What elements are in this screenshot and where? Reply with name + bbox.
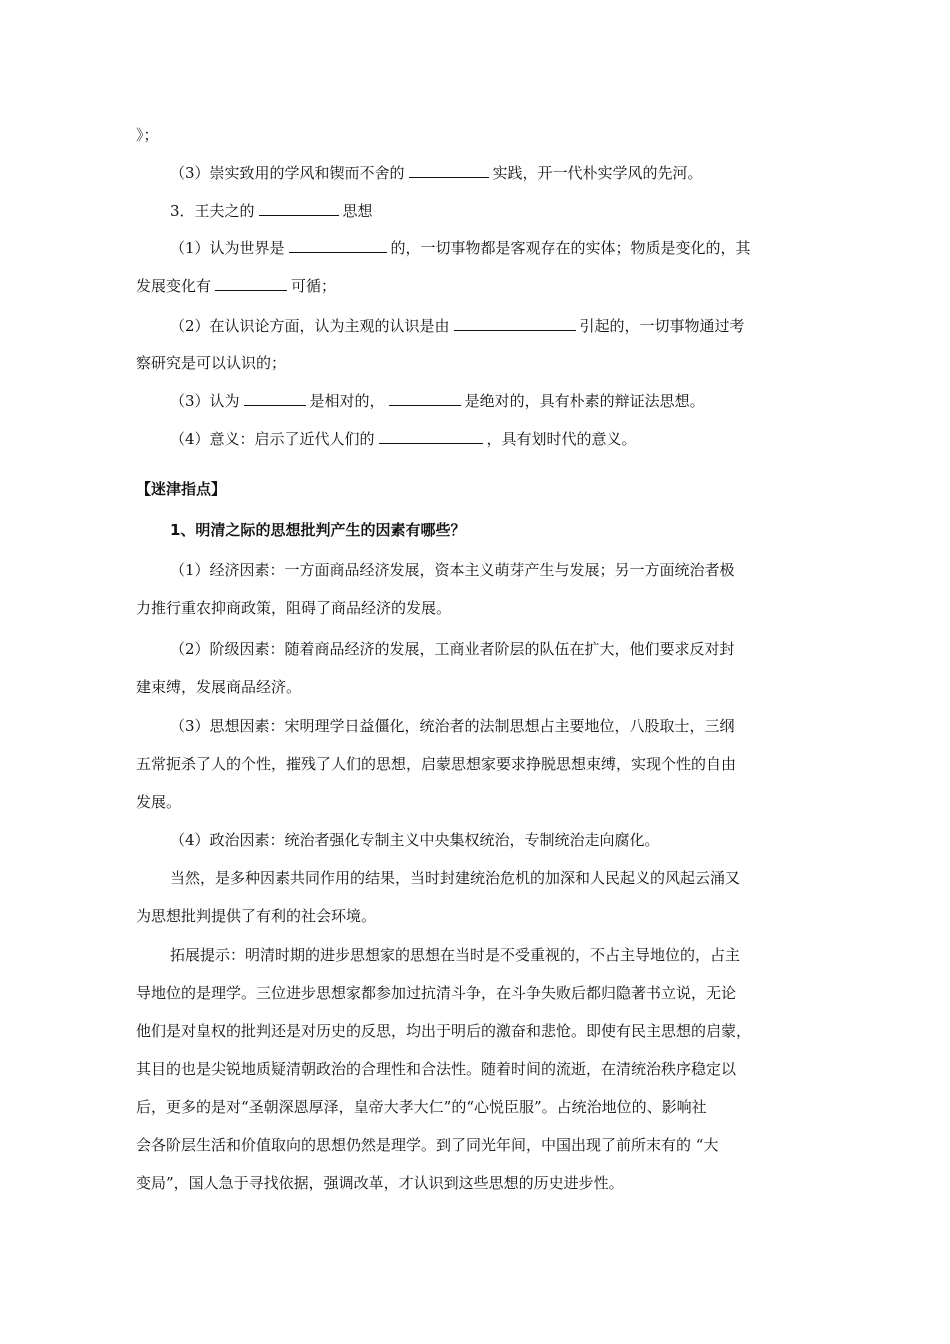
fill-blank[interactable] [379, 428, 483, 444]
wang-1-line2-pre: 发展变化有 [136, 277, 212, 295]
extension-line2: 导地位的是理学。三位进步思想家都参加过抗清斗争，在斗争失败后都归隐著书立说，无论 [136, 984, 737, 1002]
wang-2-pre: （2）在认识论方面，认为主观的认识是由 [170, 317, 450, 335]
question-1: 1、明清之际的思想批判产生的因素有哪些？ [170, 521, 466, 539]
extension-line5: 后，更多的是对“圣朝深恩厚泽，皇帝大孝大仁”的“心悦臣服”。占统治地位的、影响社 [136, 1098, 707, 1116]
wang-4-pre: （4）意义：启示了近代人们的 [170, 430, 375, 448]
section-3-heading [170, 200, 373, 222]
wang-3 [170, 390, 705, 412]
wang-3-post: 是绝对的，具有朴素的辩证法思想。 [464, 392, 705, 410]
extension-line1: 拓展提示：明清时期的进步思想家的思想在当时是不受重视的，不占主导地位的，占主 [170, 946, 741, 964]
fill-blank[interactable] [244, 390, 306, 406]
fill-blank[interactable] [409, 162, 489, 178]
fill-blank[interactable] [289, 237, 387, 253]
wang-2-post: 引起的，一切事物通过考 [579, 317, 745, 335]
factor-2-line1: （2）阶级因素：随着商品经济的发展，工商业者阶层的队伍在扩大，他们要求反对封 [170, 640, 735, 658]
factor-4: （4）政治因素：统治者强化专制主义中央集权统治，专制统治走向腐化。 [170, 831, 660, 849]
wang-1-line1 [170, 237, 751, 259]
wang-1-line2-post: 可循； [291, 277, 337, 295]
wang-2-line2: 察研究是可以认识的； [136, 354, 287, 372]
wang-3-mid: 是相对的， [309, 392, 385, 410]
wang-4 [170, 428, 637, 450]
wang-4-post: ，具有划时代的意义。 [486, 430, 637, 448]
factor-1-line2: 力推行重农抑商政策，阻碍了商品经济的发展。 [136, 599, 452, 617]
item-3-3-pre: （3）崇实致用的学风和锲而不舍的 [170, 164, 405, 182]
section-3-pre: 3．王夫之的 [170, 202, 255, 220]
fill-blank[interactable] [454, 315, 576, 331]
top-fragment: 》； [136, 126, 159, 144]
factor-3-line1: （3）思想因素：宋明理学日益僵化，统治者的法制思想占主要地位，八股取士，三纲 [170, 717, 735, 735]
extension-line6: 会各阶层生活和价值取向的思想仍然是理学。到了同光年间，中国出现了前所末有的 “大 [136, 1136, 719, 1154]
conclusion-line1: 当然，是多种因素共同作用的结果，当时封建统治危机的加深和人民起义的风起云涌又 [170, 869, 741, 887]
extension-line3: 他们是对皇权的批判还是对历史的反思，均出于明后的激奋和悲怆。即使有民主思想的启蒙， [136, 1022, 752, 1040]
fill-blank[interactable] [389, 390, 461, 406]
wang-1-line2 [136, 275, 336, 297]
wang-1-post: 的，一切事物都是客观存在的实体；物质是变化的，其 [390, 239, 751, 257]
fill-blank[interactable] [259, 200, 339, 216]
extension-line4: 其目的也是尖锐地质疑清朝政治的合理性和合法性。随着时间的流逝，在清统治秩序稳定以 [136, 1060, 737, 1078]
fill-blank[interactable] [215, 275, 287, 291]
section-3-post: 思想 [342, 202, 373, 220]
factor-3-line3: 发展。 [136, 793, 182, 811]
wang-2-line1 [170, 315, 745, 337]
item-3-3-post: 实践，开一代朴实学风的先河。 [492, 164, 703, 182]
factor-3-line2: 五常扼杀了人的个性，摧残了人们的思想，启蒙思想家要求挣脱思想束缚，实现个性的自由 [136, 755, 737, 773]
item-3-3 [170, 162, 703, 184]
conclusion-line2: 为思想批判提供了有利的社会环境。 [136, 907, 377, 925]
factor-1-line1: （1）经济因素：一方面商品经济发展，资本主义萌芽产生与发展；另一方面统治者极 [170, 561, 735, 579]
extension-line7: 变局”，国人急于寻找依据，强调改革，才认识到这些思想的历史进步性。 [136, 1174, 624, 1192]
wang-1-pre: （1）认为世界是 [170, 239, 285, 257]
factor-2-line2: 建束缚，发展商品经济。 [136, 678, 302, 696]
wang-3-pre: （3）认为 [170, 392, 240, 410]
section-heading: 【迷津指点】 [136, 480, 227, 498]
